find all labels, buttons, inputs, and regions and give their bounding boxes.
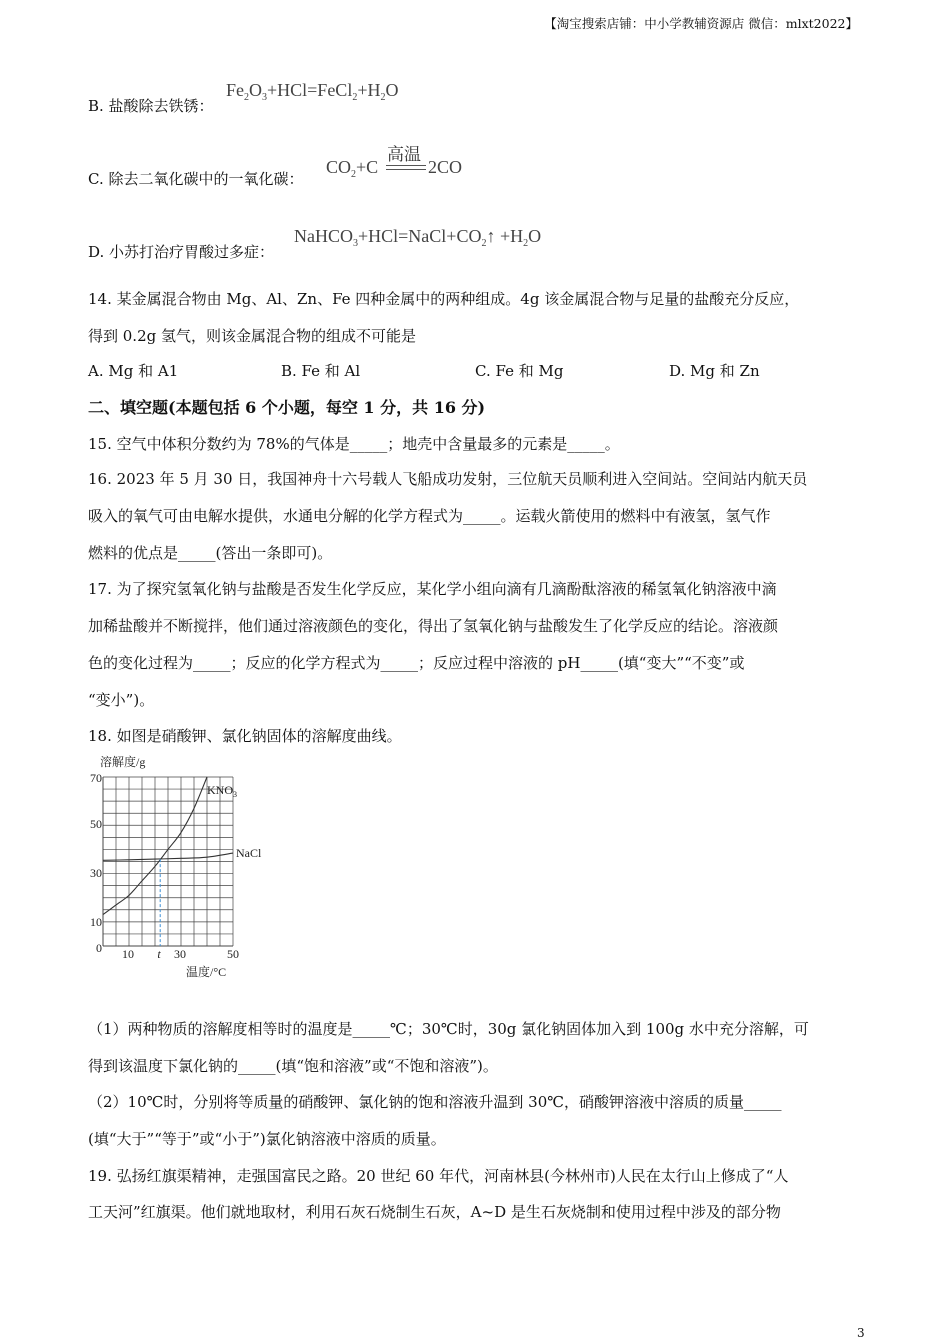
q17-line3: 色的变化过程为_____；反应的化学方程式为_____；反应过程中溶液的 pH_____(填“变大”“不变”或 [88,654,745,672]
q18-part1-line1: （1）两种物质的溶解度相等时的温度是_____℃；30℃时，30g 氯化钠固体加入到 100g 水中充分溶解，可 [88,1020,809,1038]
q19-line1: 19. 弘扬红旗渠精神，走强国富民之路。20 世纪 60 年代，河南林县(今林州市)人民在太行山上修成了“人 [88,1167,789,1185]
equals-sign-bottom [386,169,426,170]
y-tick-0: 0 [96,941,102,955]
q13-option-b-label: B. 盐酸除去铁锈： [88,97,214,115]
q17-line4: “变小”)。 [88,691,155,709]
q18-part2-line1: （2）10℃时，分别将等质量的硝酸钾、氯化钠的饱和溶液升温到 30℃，硝酸钾溶液中溶质的质量_____ [88,1093,782,1111]
q14-stem-line2: 得到 0.2g 氢气，则该金属混合物的组成不可能是 [88,327,416,345]
q13-option-c-label: C. 除去二氧化碳中的一氧化碳： [88,170,304,188]
kno3-label: $KNO_3$ [207,783,237,799]
page-number: 3 [857,1326,865,1340]
y-tick-50: 50 [90,817,102,831]
q14-stem-line1: 14. 某金属混合物由 Mg、Al、Zn、Fe 四种金属中的两种组成。4g 该金属混合物与足量的盐酸充分反应， [88,290,800,308]
section-2-heading: 二、填空题(本题包括 6 个小题，每空 1 分，共 16 分) [88,398,486,417]
q17-line2: 加稀盐酸并不断搅拌，他们通过溶液颜色的变化，得出了氢氧化钠与盐酸发生了化学反应的结论。溶液颜 [88,617,779,635]
q14-option-d: D. Mg 和 Zn [669,362,760,380]
q14-option-b: B. Fe 和 Al [281,362,361,380]
q16-line3: 燃料的优点是_____(答出一条即可)。 [88,544,333,562]
page-header: 【淘宝搜索店铺：中小学教辅资源店 微信：mlxt2022】 [544,16,858,31]
y-tick-10: 10 [90,915,102,929]
equals-sign-top [386,165,426,166]
q19-line2: 工天河”红旗渠。他们就地取材，利用石灰石烧制生石灰，A~D 是生石灰烧制和使用过程中涉及的部分物 [88,1203,781,1221]
x-tick-30: 30 [174,947,186,961]
nacl-label: NaCl [236,846,262,860]
q14-option-a: A. Mg 和 A1 [88,362,179,380]
q14-option-c: C. Fe 和 Mg [475,362,564,380]
y-axis-label: 溶解度/g [100,755,146,769]
solubility-chart [80,750,300,990]
q13-option-c-product: 2CO [428,157,463,177]
x-tick-t: t [157,947,161,961]
y-tick-30: 30 [90,866,102,880]
q13-reaction-condition: 高温 [387,145,421,165]
q13-option-c-formula: $CO_2+C$ [326,157,379,180]
q15-text: 15. 空气中体积分数约为 78%的气体是_____；地壳中含量最多的元素是_____。 [88,435,620,453]
q13-option-d-label: D. 小苏打治疗胃酸过多症： [88,243,275,261]
q18-part1-line2: 得到该温度下氯化钠的_____(填“饱和溶液”或“不饱和溶液”)。 [88,1057,498,1075]
x-tick-50: 50 [227,947,239,961]
x-tick-10: 10 [122,947,134,961]
q17-line1: 17. 为了探究氢氧化钠与盐酸是否发生化学反应，某化学小组向滴有几滴酚酞溶液的稀氢氧化钠溶液中滴 [88,580,777,598]
q16-line1: 16. 2023 年 5 月 30 日，我国神舟十六号载人飞船成功发射，三位航天员顺利进入空间站。空间站内航天员 [88,470,808,488]
q13-option-d-formula: $NaHCO_3+HCl=NaCl+CO_2↑ +H_2O$ [294,226,542,249]
q13-option-b-formula: $Fe_2O_3+HCl=FeCl_2+H_2O$ [226,80,399,103]
y-tick-70: 70 [90,771,102,785]
q16-line2: 吸入的氧气可由电解水提供，水通电分解的化学方程式为_____。运载火箭使用的燃料中有液氢，氢气作 [88,507,771,525]
q18-intro: 18. 如图是硝酸钾、氯化钠固体的溶解度曲线。 [88,727,402,745]
x-axis-label: 温度/°C [186,965,227,979]
chart-grid [103,777,233,946]
q18-part2-line2: (填“大于”“等于”或“小于”)氯化钠溶液中溶质的质量。 [88,1130,446,1148]
